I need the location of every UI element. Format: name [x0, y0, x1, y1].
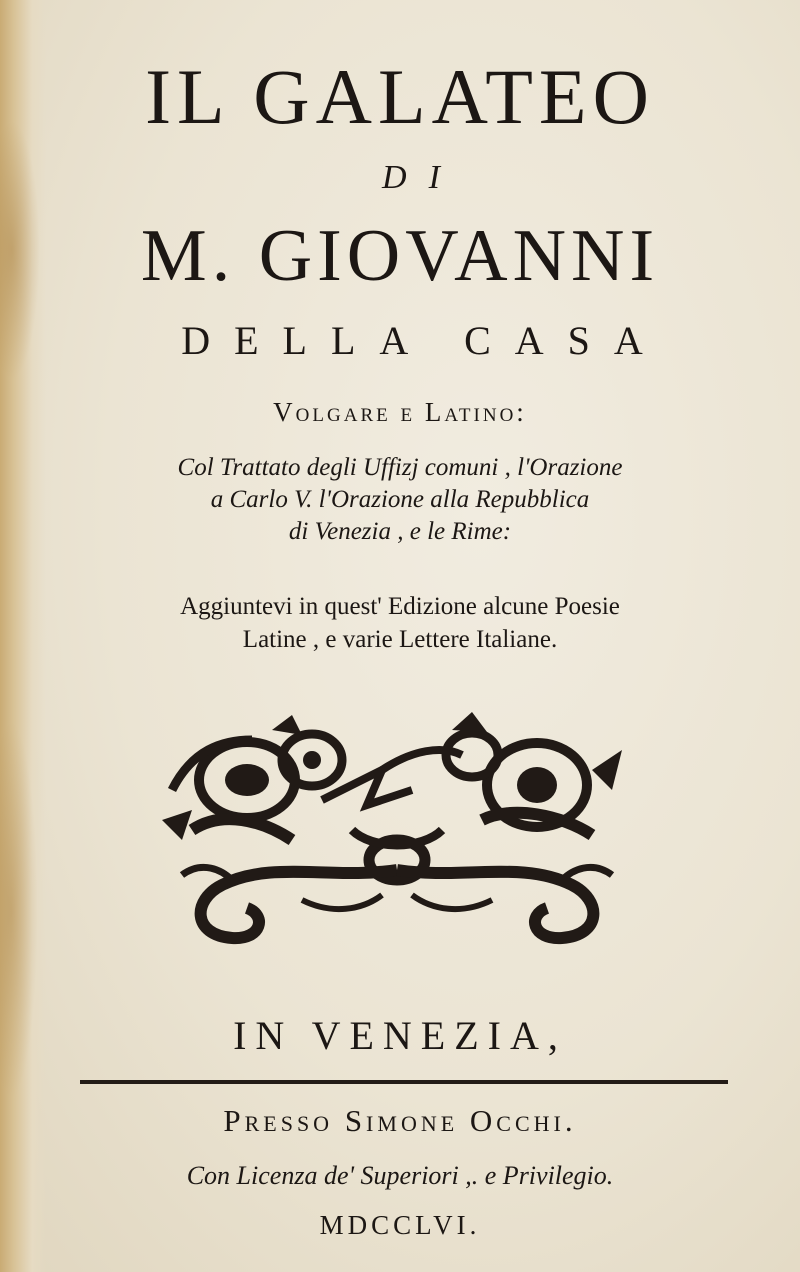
subtitle: Volgare e Latino: [273, 397, 527, 427]
contents-line: di Venezia , e le Rime: [288, 518, 512, 545]
publisher-line: Presso Simone Occhi. [223, 1103, 577, 1138]
floral-woodcut-ornament [152, 710, 642, 950]
horizontal-rule [80, 1080, 728, 1084]
author-name-line1: M. GIOVANNI [140, 215, 660, 297]
title-connector: DI [382, 159, 462, 196]
imprint-city: IN VENEZIA, [233, 1013, 567, 1058]
license-line: Con Licenza de' Superiori ,. e Privilegio. [186, 1161, 614, 1190]
contents-line: a Carlo V. l'Orazione alla Repubblica [210, 486, 590, 513]
additions-line: Aggiuntevi in quest' Edizione alcune Poesie [180, 593, 620, 620]
additions-description [0, 590, 800, 656]
contents-line: Col Trattato degli Uffizj comuni , l'Orazione [177, 454, 623, 481]
contents-description [0, 452, 800, 548]
publication-year: MDCCLVI. [319, 1210, 481, 1240]
book-title: IL GALATEO [145, 53, 655, 140]
author-name-line2: DELLA CASA [181, 318, 667, 363]
additions-line: Latine , e varie Lettere Italiane. [242, 626, 558, 653]
